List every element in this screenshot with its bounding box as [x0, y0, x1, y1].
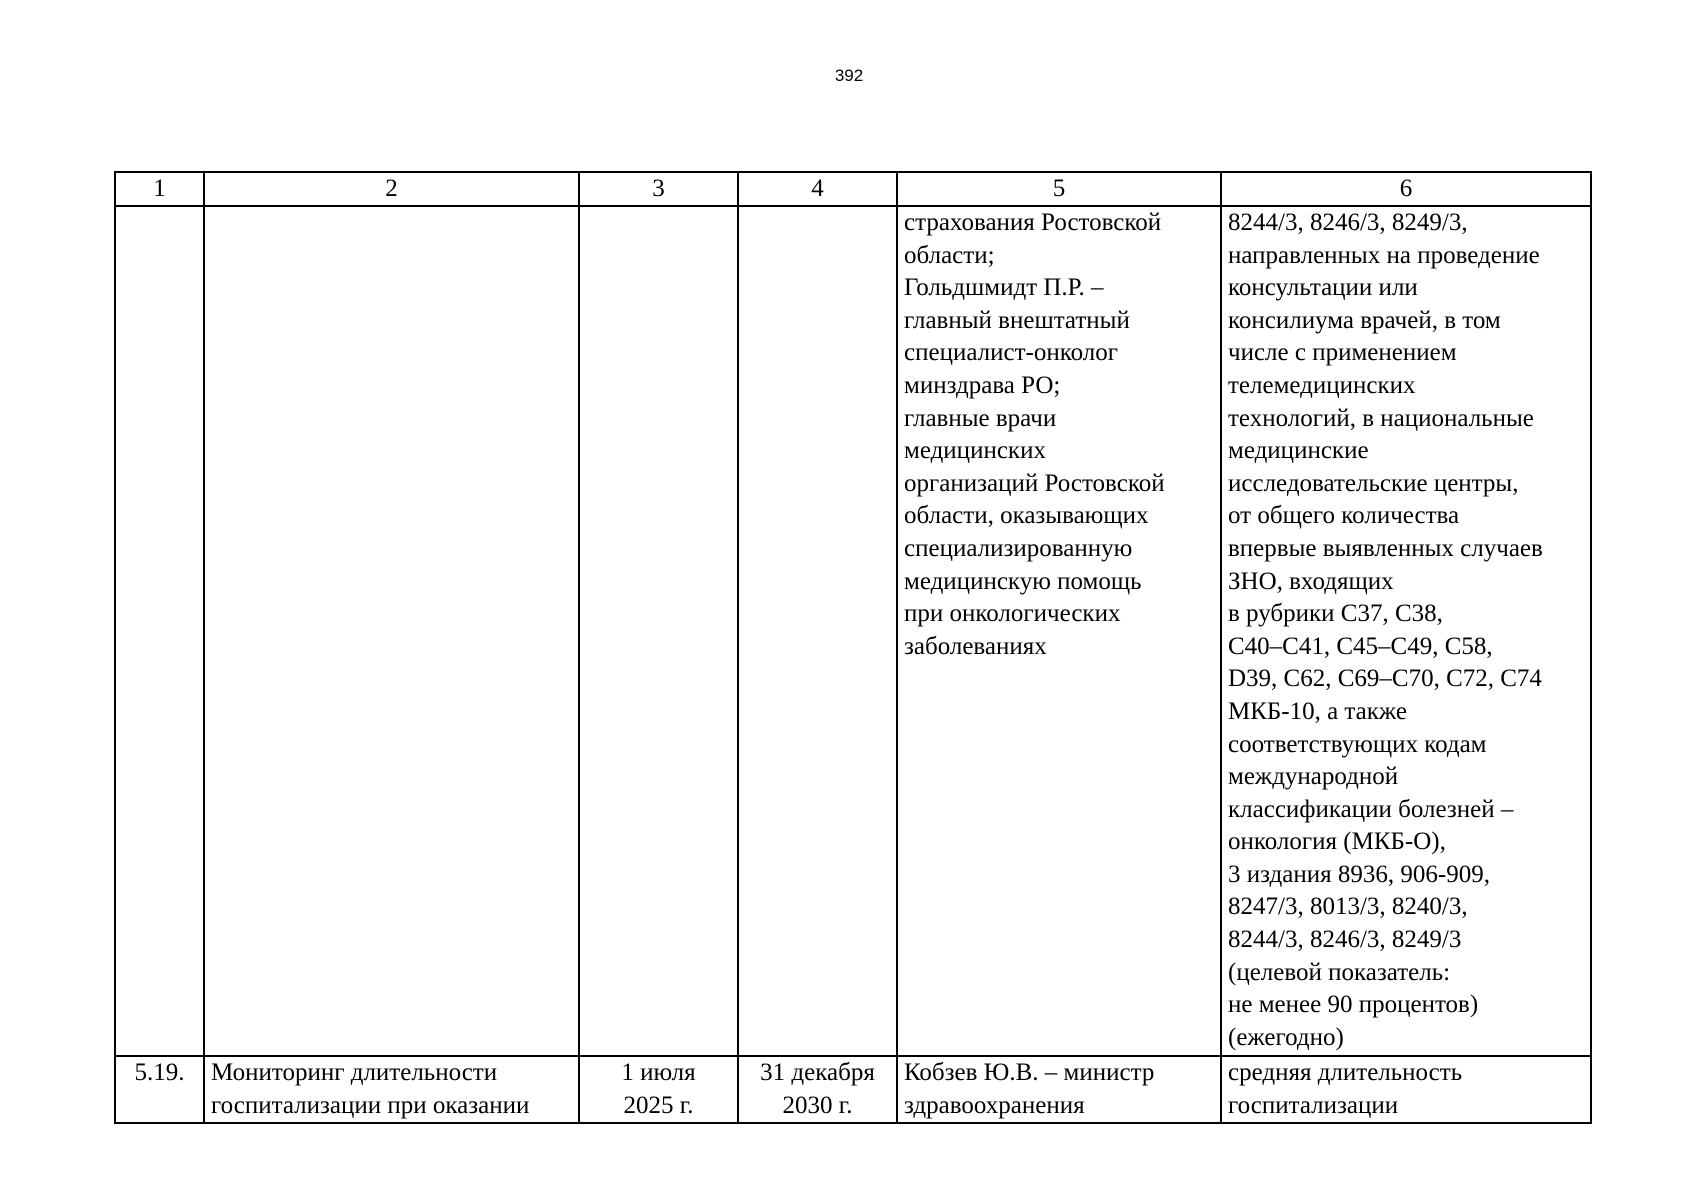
- cell-item-number: [115, 206, 204, 1056]
- cell-responsible: страхования Ростовской области; Гольдшмидт П.Р. – главный внештатный специалист-онколог минздрава РО; главные врачи медицинских организаций Ростовской области, оказывающих специализированную медицинскую помощь при онкологических заболеваниях: [897, 206, 1221, 1056]
- column-number-4: 4: [738, 172, 897, 206]
- column-number-5: 5: [897, 172, 1221, 206]
- cell-measure-name: [204, 206, 579, 1056]
- cell-result: средняя длительность госпитализации: [1221, 1056, 1591, 1123]
- cell-end-date: [738, 206, 897, 1056]
- table-header-row: [115, 172, 1591, 206]
- cell-measure-name: Мониторинг длительности госпитализации при оказании: [204, 1056, 579, 1123]
- cell-responsible: Кобзев Ю.В. – министр здравоохранения: [897, 1056, 1221, 1123]
- cell-start-date: 1 июля 2025 г.: [579, 1056, 738, 1123]
- column-number-6: 6: [1221, 172, 1591, 206]
- measures-table: [114, 171, 1592, 1124]
- table-row: [115, 1056, 1591, 1123]
- cell-start-date: [579, 206, 738, 1056]
- cell-item-number: 5.19.: [115, 1056, 204, 1123]
- page-number: 392: [834, 66, 864, 85]
- cell-result: 8244/3, 8246/3, 8249/3, направленных на проведение консультации или консилиума врачей, в том числе с применением телемедицинских технологий, в национальные медицинские исследовательские центры, от общего количества впервые выявленных случаев ЗНО, входящих в рубрики С37, С38, С40–С41, С45–С49, С58, D39, С62, С69–С70, С72, С74 МКБ-10, а также соответствующих кодам международной классификации болезней – онкология (МКБ-О), 3 издания 8936, 906-909, 8247/3, 8013/3, 8240/3, 8244/3, 8246/3, 8249/3 (целевой показатель: не менее 90 процентов) (ежегодно): [1221, 206, 1591, 1056]
- cell-end-date: 31 декабря 2030 г.: [738, 1056, 897, 1123]
- column-number-3: 3: [579, 172, 738, 206]
- table-row: [115, 206, 1591, 1056]
- column-number-2: 2: [204, 172, 579, 206]
- column-number-1: 1: [115, 172, 204, 206]
